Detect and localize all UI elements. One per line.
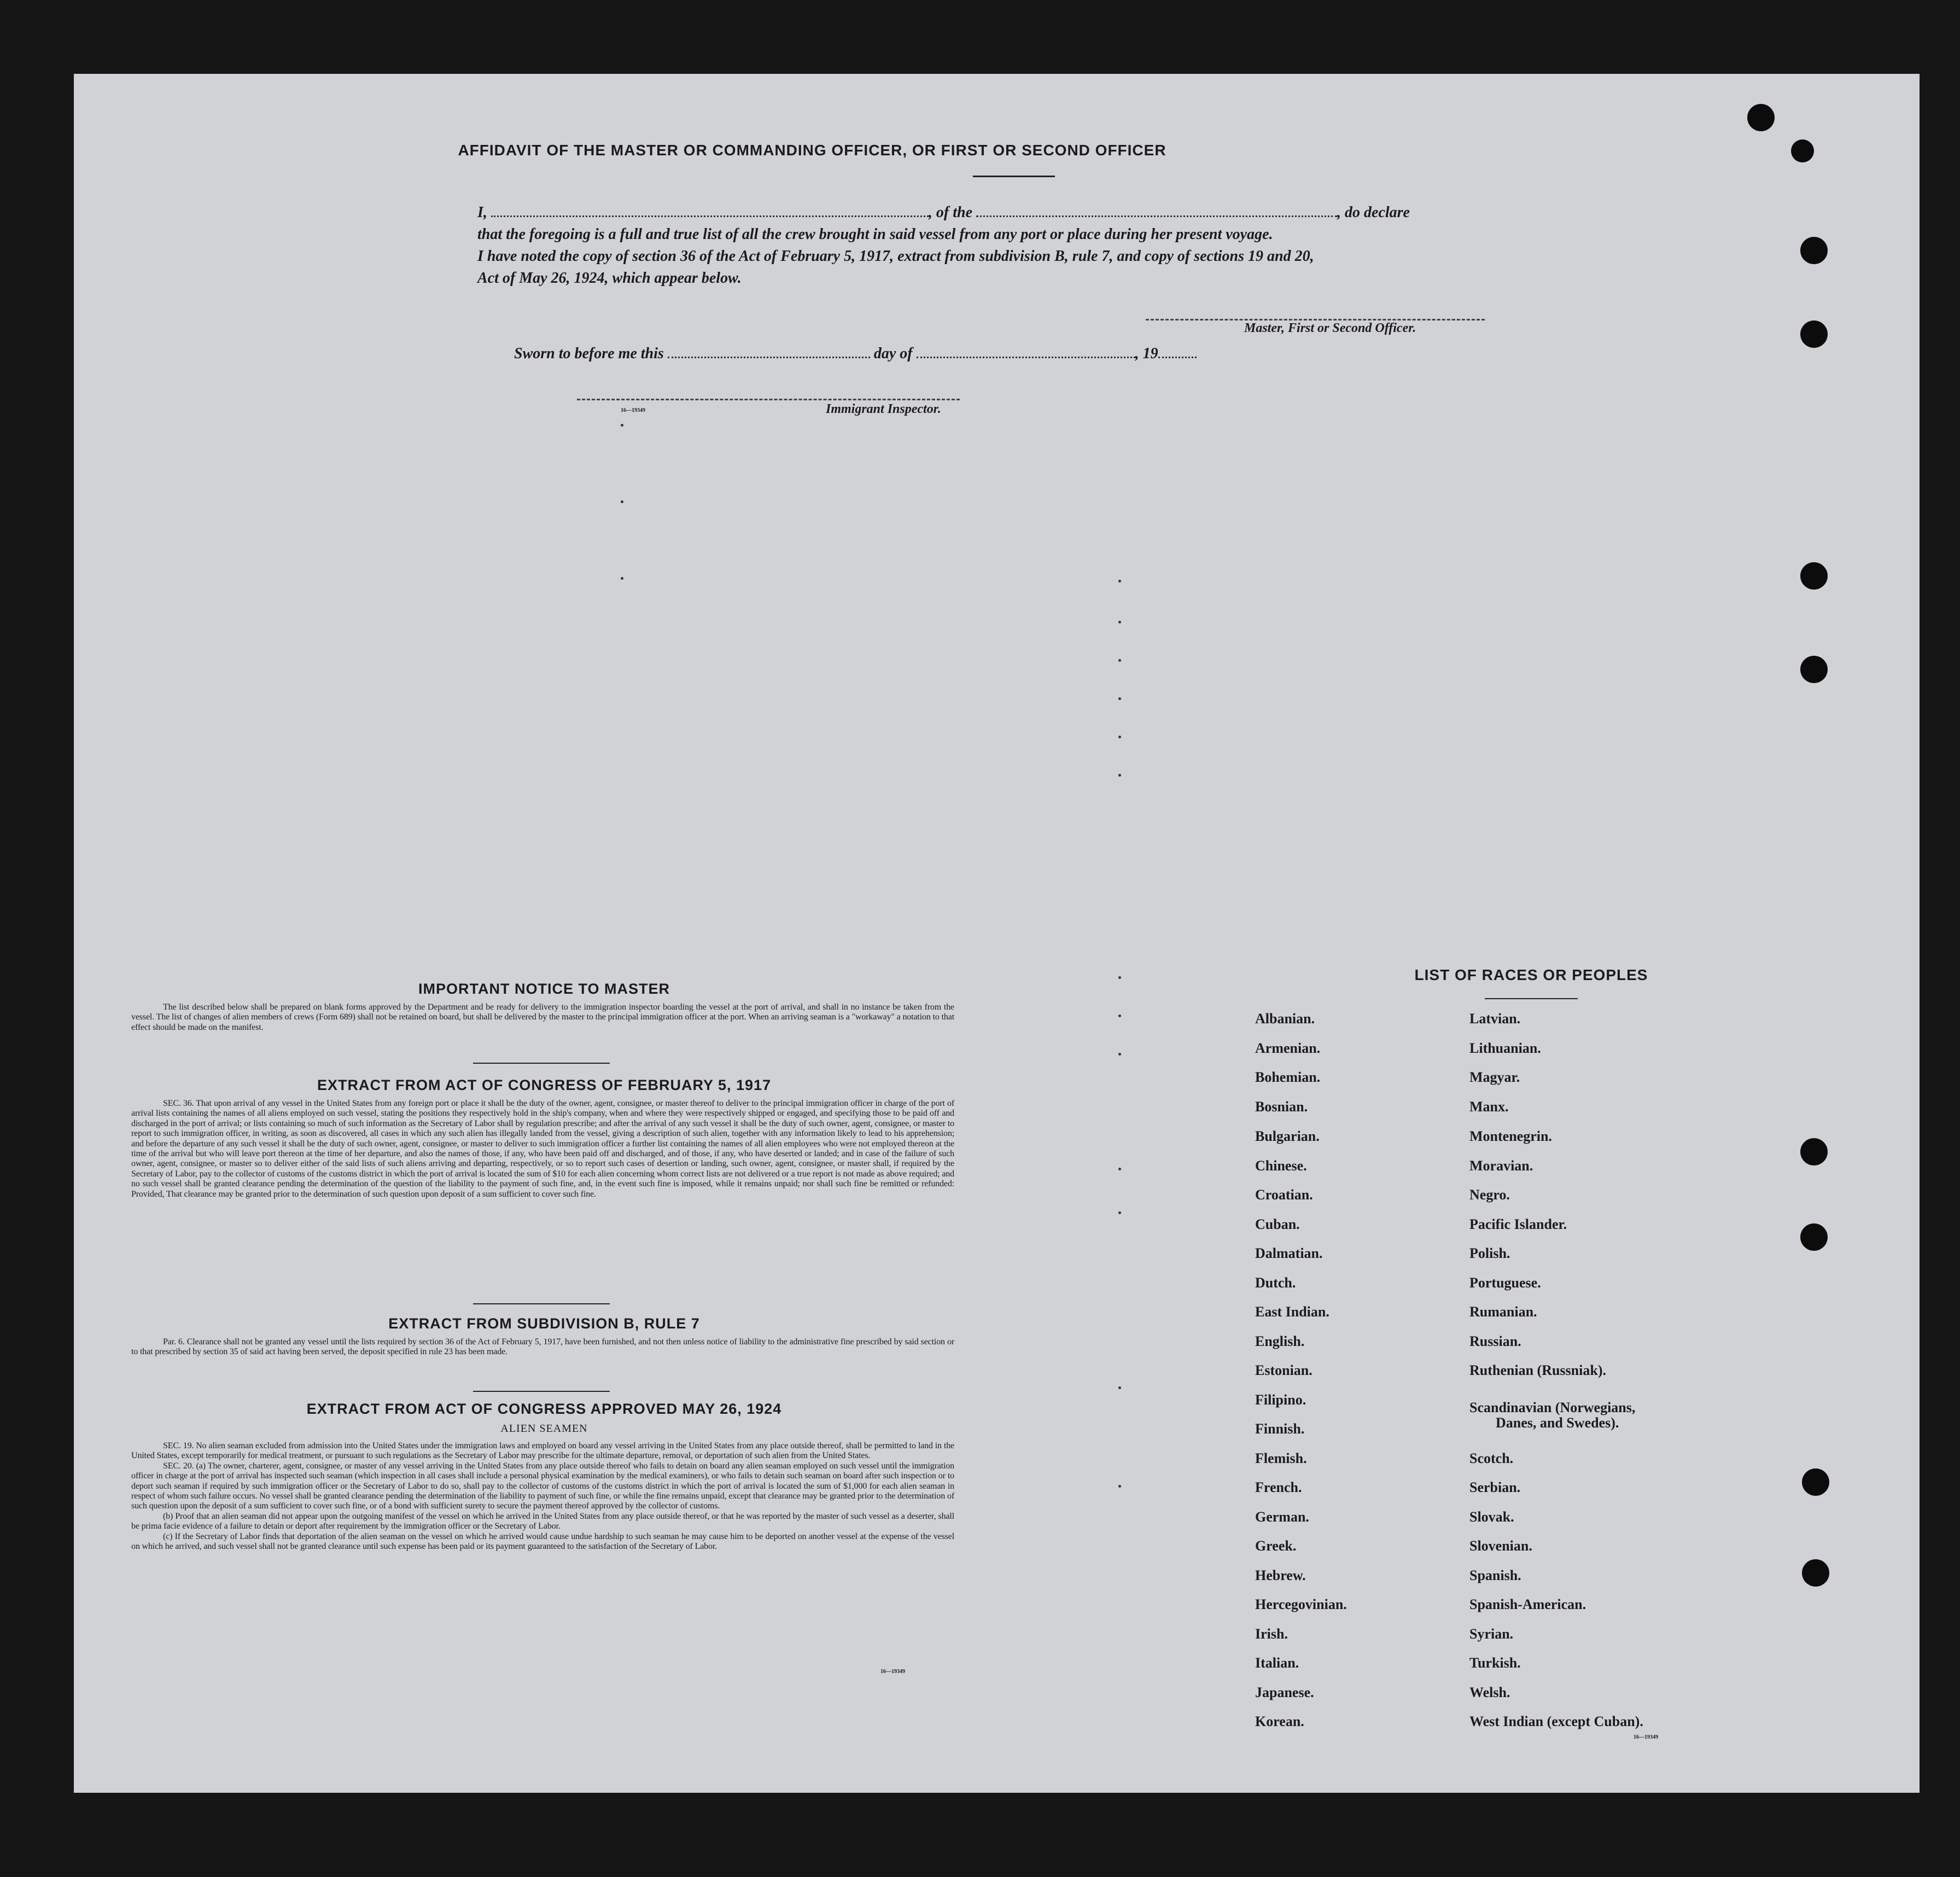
race-item: German. <box>1255 1509 1309 1525</box>
print-speck <box>1118 580 1121 582</box>
race-item: Ruthenian (Russniak). <box>1469 1362 1606 1378</box>
punch-hole <box>1800 237 1828 264</box>
race-item: Scandinavian (Norwegians, <box>1469 1400 1636 1415</box>
race-item: Spanish-American. <box>1469 1596 1586 1612</box>
race-item: Danes, and Swedes). <box>1496 1415 1619 1431</box>
race-item: Hebrew. <box>1255 1567 1306 1583</box>
declarant-name-field[interactable] <box>491 213 929 217</box>
print-speck <box>1118 774 1121 777</box>
race-item: Bohemian. <box>1255 1069 1321 1085</box>
print-speck <box>1118 1053 1121 1056</box>
notice-title: IMPORTANT NOTICE TO MASTER <box>418 981 670 997</box>
sworn-month-field[interactable] <box>917 354 1135 358</box>
print-speck <box>1118 1485 1121 1488</box>
race-item: Japanese. <box>1255 1684 1314 1700</box>
race-item: Chinese. <box>1255 1158 1307 1174</box>
rule-7-text <box>131 1337 954 1357</box>
race-item: Estonian. <box>1255 1362 1312 1378</box>
race-item: Greek. <box>1255 1538 1297 1554</box>
print-speck <box>1118 736 1121 738</box>
print-speck <box>621 577 623 580</box>
sec-20a-paragraph: SEC. 20. (a) The owner, charterer, agent, consignee, or master of any vessel arriving in the United States from any place outside thereof who fails to detain on board any alien seaman employed on such vessel until the immigration officer in charge at the port of arrival has inspected such seaman (which inspection in all cases shall include a personal physical examination by the medical examiners), or who fails to detain such seaman on board after such inspection or to deport such seaman if required by such immigration officer or the Secretary of Labor to do so, shall pay to the collector of customs of the customs district in which the port of arrival is located the sum of $1,000 for each alien seaman in respect of whom such failure occurs. No vessel shall be granted clearance pending the determination of the liability to payment of such fine, or while the fine remains unpaid, except that clearance may be granted prior to the determination of such question upon the deposit of a sum sufficient to cover such fine, or of a bond with sufficient surety to secure the payment thereof approved by the collector of customs. <box>131 1461 954 1511</box>
races-title: LIST OF RACES OR PEOPLES <box>1414 966 1648 983</box>
race-item: Pacific Islander. <box>1469 1216 1567 1232</box>
print-speck <box>1118 976 1121 979</box>
print-speck <box>621 424 623 427</box>
race-item: West Indian (except Cuban). <box>1469 1713 1643 1729</box>
notice-text <box>131 1002 954 1033</box>
race-item: English. <box>1255 1333 1305 1349</box>
race-item: French. <box>1255 1479 1302 1495</box>
race-item: Bosnian. <box>1255 1099 1308 1115</box>
rule-7-rule <box>473 1391 610 1392</box>
punch-hole <box>1800 1138 1828 1165</box>
punch-hole <box>1800 320 1828 348</box>
extract-form-number: 16—19349 <box>880 1669 905 1675</box>
race-item: Armenian. <box>1255 1040 1321 1056</box>
declarant-prefix: I, <box>477 204 487 221</box>
punch-hole <box>1747 104 1775 131</box>
sworn-year-label: , 19 <box>1135 345 1158 362</box>
sec-36-paragraph: SEC. 36. That upon arrival of any vessel in the United States from any foreign port or place it shall be the duty of the owner, agent, consignee, or master thereof to deliver to the principal immigration officer in charge of the port of arrival lists containing the names of all aliens employed on such vessel, stating the positions they respectively hold in the ship's company, when and where they were respectively shipped or engaged, and specifying those to be paid off and discharged in the port of arrival; or lists containing so much of such information as the Secretary of Labor shall by regulation prescribe; and after the arrival of any such vessel it shall be the duty of such owner, agent, consignee, or master to report to such immigration officer, in writing, as soon as discovered, all cases in which any such alien has illegally landed from the vessel, giving a description of such alien, together with any information likely to lead to his apprehension; and before the departure of any such vessel it shall be the duty of such owner, agent, consignee, or master to deliver to such immigration officer a further list containing the names of all alien employees who were not employed thereon at the time of the arrival but who will leave port thereon at the time of her departure, and also the names of those, if any, who have been paid off and discharged, and of those, if any, who have deserted or landed; and in case of the failure of such owner, agent, consignee, or master so to deliver either of the said lists of such aliens arriving and departing, respectively, or so to report such cases of desertion or landing, such owner, agent, consignee, or master shall, if required by the Secretary of Labor, pay to the collector of customs of the customs district in which the port of arrival is located the sum of $10 for each alien concerning whom correct lists are not delivered or a true report is not made as above required; and no such vessel shall be granted clearance pending the determination of the question of the liability to the payment of such fine, and, in the event such fine is imposed, while it remains unpaid; nor shall such fine be remitted or refunded: Provided, That clearance may be granted prior to the determination of such question upon deposit of a sum sufficient to cover such fine. <box>131 1099 954 1199</box>
race-item: Korean. <box>1255 1713 1304 1729</box>
print-speck <box>1118 1211 1121 1214</box>
race-item: Welsh. <box>1469 1684 1510 1700</box>
race-item: Portuguese. <box>1469 1275 1541 1291</box>
race-item: Albanian. <box>1255 1011 1315 1027</box>
race-item: East Indian. <box>1255 1304 1329 1320</box>
race-item: Magyar. <box>1469 1069 1520 1085</box>
race-item: Dutch. <box>1255 1275 1296 1291</box>
race-item: Bulgarian. <box>1255 1128 1320 1144</box>
sec-20b-paragraph: (b) Proof that an alien seaman did not appear upon the outgoing manifest of the vessel on which he arrived in the United States from any place outside thereof, or that he was reported by the master of such vessel as a deserter, shall be prima facie evidence of a failure to detain or deport after requirement by the immigration officer or the Secretary of Labor. <box>131 1511 954 1531</box>
print-speck <box>1118 659 1121 662</box>
race-item: Montenegrin. <box>1469 1128 1552 1144</box>
race-item: Moravian. <box>1469 1158 1533 1174</box>
race-item: Italian. <box>1255 1655 1299 1671</box>
race-item: Croatian. <box>1255 1187 1313 1203</box>
races-form-number: 16—19349 <box>1634 1734 1658 1740</box>
race-item: Latvian. <box>1469 1011 1521 1027</box>
race-item: Serbian. <box>1469 1479 1521 1495</box>
notice-paragraph: The list described below shall be prepared on blank forms approved by the Department and be ready for delivery to the immigration inspector boarding the vessel at the port of arrival, and shall in no instance be taken from the vessel. The list of changes of alien members of crews (Form 689) shall not be retained on board, but shall be delivered by the master to the principal immigration officer at the port. When an arriving seaman is a "workaway" a notation to that effect should be made on the manifest. <box>131 1002 954 1032</box>
race-item: Lithuanian. <box>1469 1040 1541 1056</box>
sworn-line <box>514 345 1197 363</box>
rule-7-title: EXTRACT FROM SUBDIVISION B, RULE 7 <box>388 1315 700 1332</box>
race-item: Finnish. <box>1255 1421 1305 1437</box>
punch-hole <box>1800 562 1828 590</box>
vessel-name-field[interactable] <box>976 213 1337 217</box>
races-rule <box>1485 998 1578 999</box>
inspector-signature-field[interactable] <box>577 399 960 400</box>
sworn-year-field[interactable] <box>1158 354 1197 358</box>
notice-rule <box>473 1063 610 1064</box>
race-item: Russian. <box>1469 1333 1521 1349</box>
extract-1917-rule <box>473 1303 610 1304</box>
punch-hole <box>1802 1559 1829 1587</box>
print-speck <box>1118 621 1121 623</box>
punch-hole <box>1800 656 1828 683</box>
print-speck <box>1118 1015 1121 1017</box>
sworn-day-field[interactable] <box>668 354 870 358</box>
form-page <box>74 74 1920 1793</box>
sec-19-paragraph: SEC. 19. No alien seaman excluded from admission into the United States under the immigration laws and employed on board any vessel arriving in the United States from any place outside thereof, shall be permitted to land in the United States, except temporarily for medical treatment, or pursuant to such regulations as the Secretary of Labor may prescribe for the ultimate departure, removal, or deportation of such alien from the United States. <box>131 1441 954 1461</box>
declaration-line-3: I have noted the copy of section 36 of the Act of February 5, 1917, extract from subdivision B, rule 7, and copy of sections 19 and 20, <box>477 248 1314 265</box>
extract-1924-text <box>131 1441 954 1552</box>
declaration-line-2: that the foregoing is a full and true list of all the crew brought in said vessel from any port or place during her present voyage. <box>477 226 1273 243</box>
declaration-line-1 <box>477 204 1410 221</box>
declare-suffix: , do declare <box>1337 204 1410 221</box>
declaration-line-4: Act of May 26, 1924, which appear below. <box>477 270 742 287</box>
extract-1917-title: EXTRACT FROM ACT OF CONGRESS OF FEBRUARY 5, 1917 <box>317 1077 772 1093</box>
extract-1924-title: EXTRACT FROM ACT OF CONGRESS APPROVED MAY 26, 1924 <box>306 1401 782 1417</box>
punch-hole <box>1791 139 1814 162</box>
sworn-prefix: Sworn to before me this <box>514 345 664 362</box>
vessel-prefix: , of the <box>928 204 973 221</box>
race-item: Hercegovinian. <box>1255 1596 1347 1612</box>
race-item: Manx. <box>1469 1099 1509 1115</box>
affidavit-title: AFFIDAVIT OF THE MASTER OR COMMANDING OFFICER, OR FIRST OR SECOND OFFICER <box>458 142 1166 159</box>
print-speck <box>1118 697 1121 700</box>
race-item: Turkish. <box>1469 1655 1521 1671</box>
sec-20c-paragraph: (c) If the Secretary of Labor finds that deportation of the alien seaman on the vessel on which he arrived would cause undue hardship to such seaman he may cause him to be deported on another vessel at the expense of the vessel on which he arrived, and such vessel shall not be granted clearance until such expense has been paid or its payment guaranteed to the satisfaction of the Secretary of Labor. <box>131 1531 954 1552</box>
race-item: Dalmatian. <box>1255 1245 1323 1261</box>
par-6-paragraph: Par. 6. Clearance shall not be granted any vessel until the lists required by section 36 of the Act of February 5, 1917, have been furnished, and not then unless notice of liability to the administrative fine prescribed by said section or to that prescribed by section 35 of said act having been served, the deposit specified in rule 23 has been made. <box>131 1337 954 1357</box>
punch-hole <box>1802 1468 1829 1496</box>
master-signature-field[interactable] <box>1146 319 1485 320</box>
race-item: Filipino. <box>1255 1392 1306 1408</box>
race-item: Scotch. <box>1469 1450 1514 1466</box>
race-item: Cuban. <box>1255 1216 1300 1232</box>
inspector-label: Immigrant Inspector. <box>826 402 941 416</box>
form-number: 16—19349 <box>621 407 645 413</box>
race-item: Syrian. <box>1469 1626 1514 1642</box>
race-item: Rumanian. <box>1469 1304 1537 1320</box>
race-item: Polish. <box>1469 1245 1510 1261</box>
print-speck <box>1118 1386 1121 1389</box>
alien-seamen-subtitle: ALIEN SEAMEN <box>500 1423 588 1435</box>
race-item: Spanish. <box>1469 1567 1521 1583</box>
race-item: Flemish. <box>1255 1450 1307 1466</box>
title-rule <box>973 176 1055 177</box>
signature-label: Master, First or Second Officer. <box>1244 321 1416 335</box>
print-speck <box>621 500 623 503</box>
race-item: Slovak. <box>1469 1509 1514 1525</box>
punch-hole <box>1800 1223 1828 1251</box>
race-item: Slovenian. <box>1469 1538 1532 1554</box>
race-item: Negro. <box>1469 1187 1510 1203</box>
sworn-day-label: day of <box>873 345 913 362</box>
extract-1917-text <box>131 1099 954 1199</box>
print-speck <box>1118 1168 1121 1170</box>
race-item: Irish. <box>1255 1626 1288 1642</box>
